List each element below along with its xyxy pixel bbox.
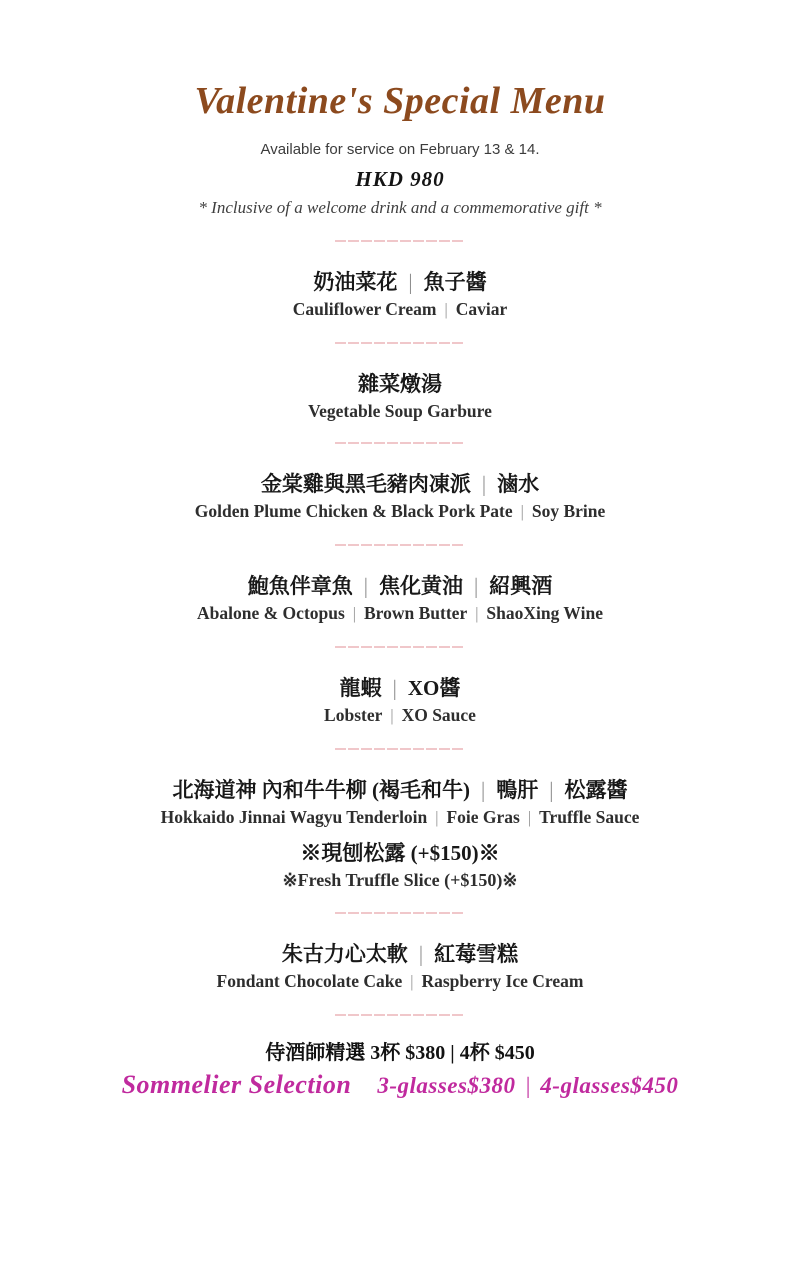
wine-pairing-cjk: 侍酒師精選 3杯 $380 | 4杯 $450: [265, 1042, 535, 1064]
dish-component: Raspberry Ice Cream: [421, 971, 584, 991]
course-name-en: [0, 399, 800, 423]
section-divider: [335, 342, 465, 344]
dish-component: 奶油菜花: [313, 270, 398, 294]
course-name-cjk: [0, 267, 800, 297]
pipe-separator: |: [363, 573, 368, 599]
section-divider: [335, 544, 465, 546]
pipe-separator: |: [390, 707, 394, 726]
dish-component: Soy Brine: [531, 501, 606, 521]
course-item-2: [0, 369, 800, 423]
menu-price: HKD 980: [355, 167, 445, 191]
pipe-separator: |: [549, 777, 554, 803]
course-item-1: [0, 267, 800, 323]
course-item-4: [0, 571, 800, 627]
course-item-7: [0, 939, 800, 995]
dish-component: XO Sauce: [401, 705, 476, 725]
section-divider: [335, 240, 465, 242]
inclusive-note: * Inclusive of a welcome drink and a commemorative gift *: [198, 198, 602, 217]
pipe-separator: |: [408, 269, 413, 295]
course-name-en: [0, 805, 800, 831]
supplement-cjk: ※現刨松露 (+$150)※: [300, 841, 500, 865]
section-divider: [335, 1014, 465, 1016]
section-divider: [335, 748, 465, 750]
dish-component: 金棠雞與黑毛豬肉凍派: [260, 472, 471, 496]
pipe-separator: |: [444, 301, 448, 320]
dish-component: ShaoXing Wine: [486, 603, 603, 623]
pipe-separator: |: [527, 809, 532, 828]
dish-component: Foie Gras: [446, 807, 520, 827]
dish-component: 焦化黄油: [379, 574, 463, 598]
course-item-5: [0, 673, 800, 729]
course-name-cjk: [0, 939, 800, 969]
dish-component: Truffle Sauce: [539, 807, 640, 827]
pipe-separator: |: [474, 573, 479, 599]
section-divider: [335, 442, 465, 444]
sommelier-price-3: 3-glasses$380: [377, 1073, 516, 1098]
pipe-separator: |: [481, 777, 486, 803]
menu-page: [0, 80, 800, 1101]
section-divider: [335, 646, 465, 648]
course-name-cjk: [0, 469, 800, 499]
course-name-en: [0, 969, 800, 995]
course-name-en: [0, 499, 800, 525]
course-name-cjk: [0, 369, 800, 399]
dish-component: 北海道神 內和牛牛柳 (褐毛和牛): [172, 778, 471, 802]
dish-component: Brown Butter: [364, 603, 468, 623]
availability-note: Available for service on February 13 & 14.: [260, 141, 540, 158]
sommelier-script-line: [0, 1070, 800, 1101]
dish-component: 魚子醬: [423, 270, 487, 294]
dish-component: 松露醬: [564, 778, 628, 802]
pipe-separator: |: [520, 503, 524, 522]
course-name-en: [0, 297, 800, 323]
dish-component: 龍蝦: [339, 676, 382, 700]
dish-component: 鮑魚伴章魚: [247, 574, 353, 598]
supplement-en: ※Fresh Truffle Slice (+$150)※: [282, 870, 518, 890]
dish-component: Cauliflower Cream: [292, 299, 437, 319]
course-item-3: [0, 469, 800, 525]
dish-component: Caviar: [455, 299, 508, 319]
course-name-en: [0, 703, 800, 729]
menu-title: Valentine's Special Menu: [194, 80, 606, 122]
pipe-separator: |: [481, 471, 487, 497]
pipe-separator: |: [524, 1073, 532, 1098]
course-name-cjk: [0, 775, 800, 805]
dish-component: 鴨肝: [496, 778, 539, 802]
dish-component: Abalone & Octopus: [197, 603, 345, 623]
dish-component: 紹興酒: [489, 574, 553, 598]
course-name-en: [0, 601, 800, 627]
dish-component: 雜菜燉湯: [358, 372, 442, 396]
dish-component: Vegetable Soup Garbure: [308, 401, 492, 421]
dish-component: Fondant Chocolate Cake: [216, 971, 403, 991]
course-item-6: [0, 775, 800, 893]
pipe-separator: |: [410, 973, 414, 992]
dish-component: 滷水: [497, 472, 540, 496]
section-divider: [335, 912, 465, 914]
pipe-separator: |: [352, 605, 356, 624]
dish-component: 朱古力心太軟: [281, 942, 408, 966]
pipe-separator: |: [475, 605, 479, 624]
course-name-cjk: [0, 673, 800, 703]
dish-component: Golden Plume Chicken & Black Pork Pate: [194, 501, 513, 521]
dish-component: Lobster: [324, 705, 383, 725]
course-name-cjk: [0, 571, 800, 601]
dish-component: 紅莓雪糕: [434, 942, 519, 966]
pipe-separator: |: [392, 675, 397, 701]
sommelier-price-4: 4-glasses$450: [540, 1073, 679, 1098]
dish-component: Hokkaido Jinnai Wagyu Tenderloin: [160, 807, 428, 827]
pipe-separator: |: [435, 809, 439, 828]
sommelier-name: Sommelier Selection: [121, 1070, 352, 1099]
dish-component: XO醬: [407, 676, 461, 700]
pipe-separator: |: [418, 941, 424, 967]
